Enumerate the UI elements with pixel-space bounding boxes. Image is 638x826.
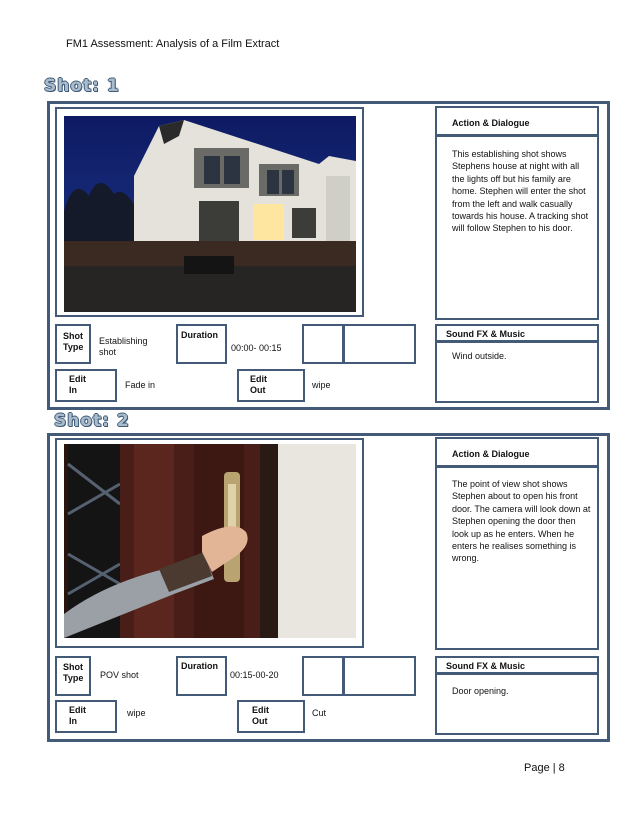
shot-2-edit-in-label: Edit In <box>69 705 86 726</box>
shot-1-title: Shot: 1 <box>44 76 120 96</box>
shot-1-action-text: This establishing shot shows Stephens house at night with all the lights off but his family are home. Stephen will enter the shot from the left and walk casually towards his house. A tracking shot will follow Stephen to his door. <box>452 149 589 234</box>
shot-2-shot-type-value: POV shot <box>100 670 139 680</box>
shot-2-action-label: Action & Dialogue <box>452 449 530 459</box>
shot-2-edit-out-label: Edit Out <box>252 705 269 726</box>
shot-1-shot-type-label: Shot Type <box>63 331 84 352</box>
shot-2-sound-box <box>435 673 599 735</box>
shot-1-shot-type-value: Establishing shot <box>99 336 148 357</box>
shot-1-edit-out-label: Edit Out <box>250 374 267 395</box>
shot-1-edit-out-value: wipe <box>312 380 331 390</box>
shot-2-shot-type-label: Shot Type <box>63 662 84 683</box>
night-house-photo-icon <box>64 116 356 312</box>
shot-1-sound-label: Sound FX & Music <box>446 329 526 339</box>
shot-2-duration-label: Duration <box>181 661 218 671</box>
page-header: FM1 Assessment: Analysis of a Film Extract <box>66 38 280 50</box>
page-number: Page | 8 <box>524 762 565 774</box>
shot-1-empty-box-b <box>343 324 416 364</box>
shot-2-action-text: The point of view shot shows Stephen about to open his front door. The camera will look down at Stephen opening the door then look up as he enters. When he enters he realises something is wrong. <box>452 479 591 564</box>
shot-1-action-label: Action & Dialogue <box>452 118 530 128</box>
shot-2-sound-value: Door opening. <box>452 686 509 696</box>
shot-1-duration-value: 00:00- 00:15 <box>231 343 282 353</box>
shot-2-edit-in-value: wipe <box>127 708 146 718</box>
shot-1-edit-in-value: Fade in <box>125 380 156 390</box>
shot-2-empty-box-a <box>302 656 344 696</box>
shot-2-empty-box-b <box>343 656 416 696</box>
shot-1-sound-value: Wind outside. <box>452 351 507 361</box>
shot-1-duration-label: Duration <box>181 330 218 340</box>
door-handle-photo-icon <box>64 444 356 638</box>
shot-2-sound-label: Sound FX & Music <box>446 661 526 671</box>
shot-2-title: Shot: 2 <box>54 411 130 431</box>
shot-1-empty-box-a <box>302 324 344 364</box>
shot-2-duration-value: 00:15-00-20 <box>230 670 279 680</box>
shot-2-edit-out-value: Cut <box>312 708 327 718</box>
shot-1-edit-in-label: Edit In <box>69 374 86 395</box>
